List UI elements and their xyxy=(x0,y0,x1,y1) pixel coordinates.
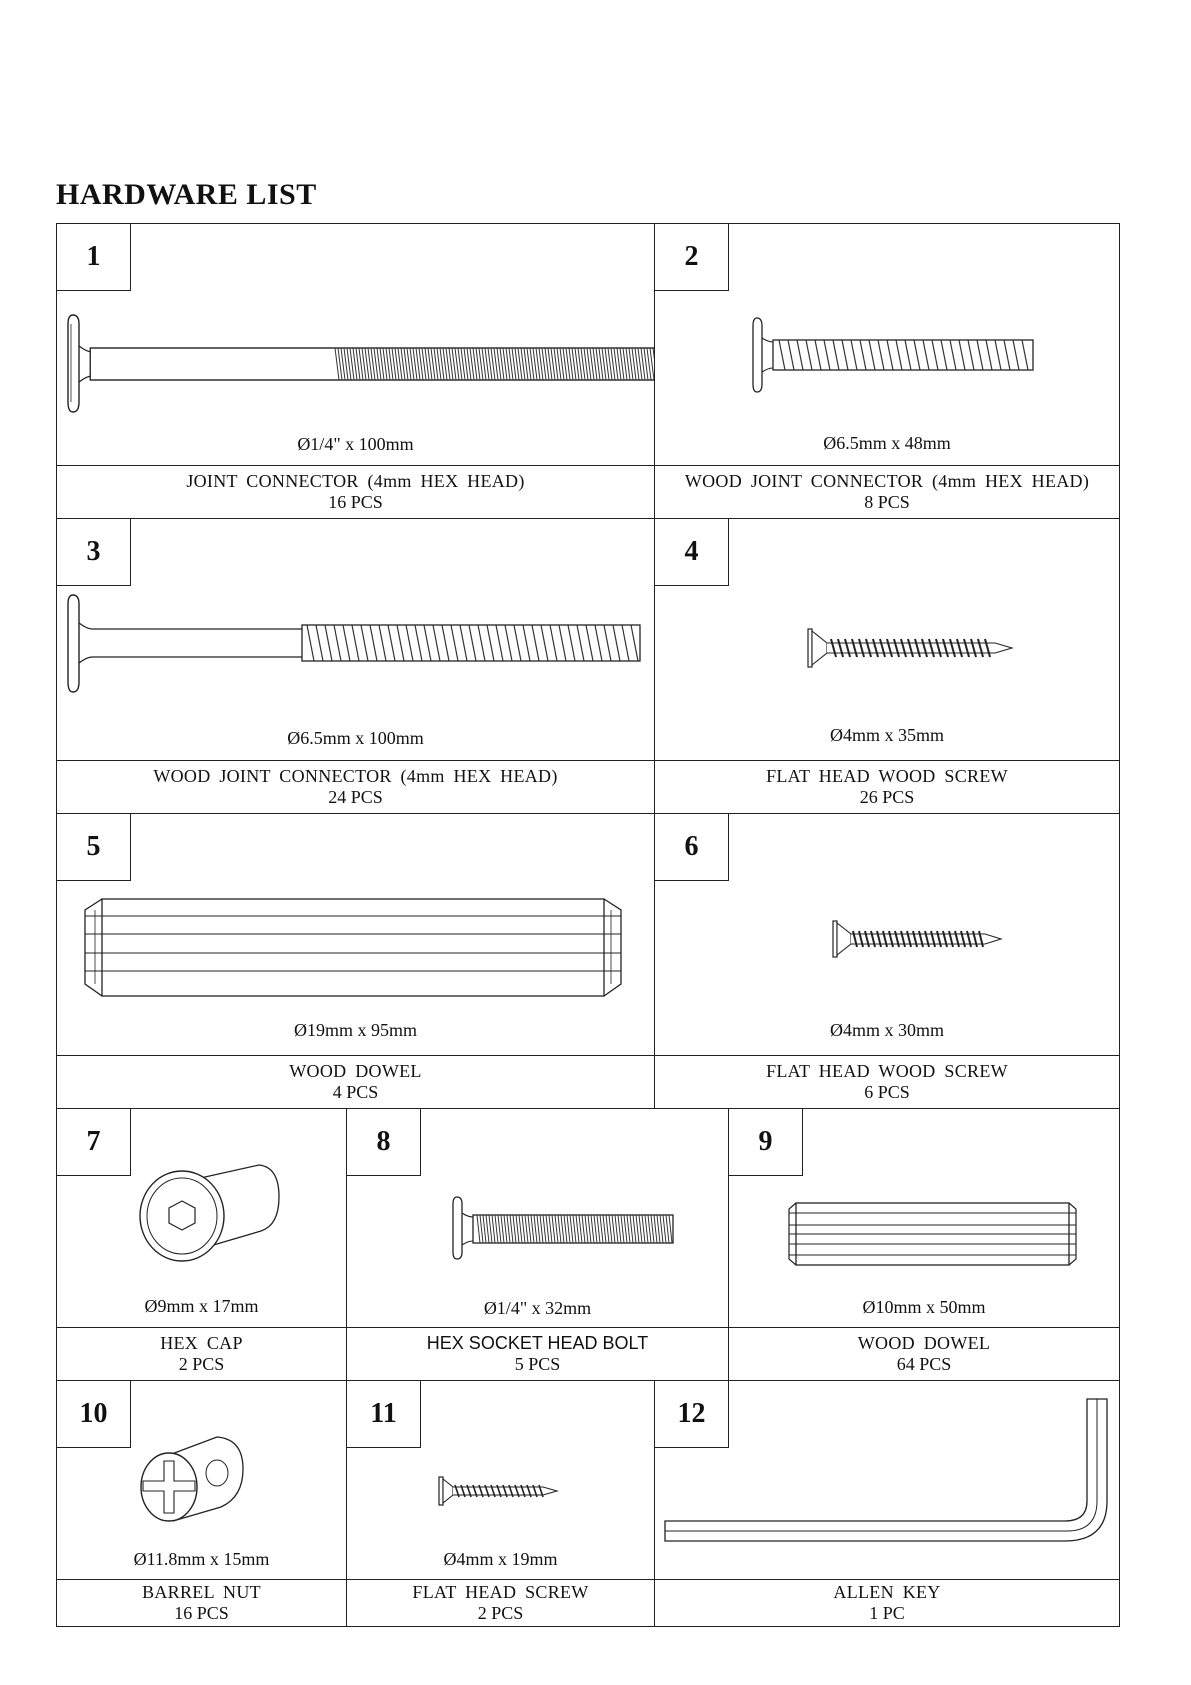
item-number: 2 xyxy=(654,223,729,291)
item-number: 10 xyxy=(56,1380,131,1448)
item-number: 11 xyxy=(346,1380,421,1448)
hardware-item-2 xyxy=(654,223,1120,466)
small-wood-dowel-icon xyxy=(729,1109,1121,1329)
item-description xyxy=(56,760,655,814)
item-size: Ø9mm x 17mm xyxy=(144,1296,259,1316)
item-name: BARREL NUT xyxy=(142,1582,261,1602)
item-number: 3 xyxy=(56,518,131,586)
page-title: HARDWARE LIST xyxy=(56,178,317,211)
item-name: HEX CAP xyxy=(160,1333,243,1353)
allen-key-icon xyxy=(655,1381,1121,1581)
item-description xyxy=(56,1055,655,1109)
item-description xyxy=(654,1055,1120,1109)
item-size: Ø19mm x 95mm xyxy=(293,1020,417,1040)
item-name: JOINT CONNECTOR (4mm HEX HEAD) xyxy=(186,471,525,491)
item-number: 8 xyxy=(346,1108,421,1176)
item-description xyxy=(728,1327,1120,1381)
item-size: Ø11.8mm x 15mm xyxy=(133,1549,270,1569)
item-quantity: 16 PCS xyxy=(174,1603,229,1623)
item-description xyxy=(654,465,1120,519)
item-quantity: 26 PCS xyxy=(859,787,915,807)
hardware-item-5 xyxy=(56,813,655,1056)
item-description xyxy=(56,465,655,519)
item-description xyxy=(56,1327,347,1381)
socket-head-bolt-icon xyxy=(347,1109,730,1329)
hardware-item-4 xyxy=(654,518,1120,761)
item-description xyxy=(654,1579,1120,1627)
item-description xyxy=(654,760,1120,814)
hardware-item-8 xyxy=(346,1108,729,1328)
hardware-item-9 xyxy=(728,1108,1120,1328)
item-size: Ø4mm x 19mm xyxy=(443,1549,558,1569)
item-number: 7 xyxy=(56,1108,131,1176)
item-size: Ø1/4" x 100mm xyxy=(297,434,414,454)
item-size: Ø4mm x 35mm xyxy=(829,725,944,745)
hardware-item-12 xyxy=(654,1380,1120,1580)
item-name: WOOD DOWEL xyxy=(857,1333,991,1353)
hardware-item-1 xyxy=(56,223,655,466)
item-name: FLAT HEAD SCREW xyxy=(412,1582,589,1602)
item-name: WOOD JOINT CONNECTOR (4mm HEX HEAD) xyxy=(684,471,1090,491)
item-name: WOOD JOINT CONNECTOR (4mm HEX HEAD) xyxy=(153,766,558,786)
item-size: Ø6.5mm x 48mm xyxy=(823,433,951,453)
hardware-item-10 xyxy=(56,1380,347,1580)
item-number: 9 xyxy=(728,1108,803,1176)
item-number: 5 xyxy=(56,813,131,881)
long-wood-joint-connector-icon xyxy=(57,519,656,762)
item-quantity: 4 PCS xyxy=(332,1082,379,1102)
short-wood-joint-connector-icon xyxy=(655,224,1121,467)
item-description xyxy=(346,1579,655,1627)
hardware-item-7 xyxy=(56,1108,347,1328)
item-quantity: 2 PCS xyxy=(477,1603,524,1623)
hardware-item-3 xyxy=(56,518,655,761)
item-number: 1 xyxy=(56,223,131,291)
hardware-item-11 xyxy=(346,1380,655,1580)
item-description xyxy=(346,1327,729,1381)
item-quantity: 24 PCS xyxy=(328,787,383,807)
item-name: HEX SOCKET HEAD BOLT xyxy=(426,1333,649,1353)
hardware-grid xyxy=(56,223,1120,1627)
item-name: WOOD DOWEL xyxy=(289,1061,422,1081)
item-size: Ø6.5mm x 100mm xyxy=(287,728,424,748)
joint-connector-bolt-icon xyxy=(57,224,656,467)
item-size: Ø1/4" x 32mm xyxy=(483,1298,592,1318)
item-quantity: 8 PCS xyxy=(864,492,910,512)
item-size: Ø4mm x 30mm xyxy=(829,1020,944,1040)
item-number: 6 xyxy=(654,813,729,881)
item-name: ALLEN KEY xyxy=(833,1582,941,1602)
item-quantity: 64 PCS xyxy=(896,1354,952,1374)
item-quantity: 6 PCS xyxy=(864,1082,910,1102)
item-description xyxy=(56,1579,347,1627)
item-number: 4 xyxy=(654,518,729,586)
item-quantity: 1 PC xyxy=(869,1603,905,1623)
item-quantity: 2 PCS xyxy=(178,1354,225,1374)
item-size: Ø10mm x 50mm xyxy=(862,1297,986,1317)
item-quantity: 16 PCS xyxy=(328,492,383,512)
item-number: 12 xyxy=(654,1380,729,1448)
item-name: FLAT HEAD WOOD SCREW xyxy=(766,766,1008,786)
hardware-item-6 xyxy=(654,813,1120,1056)
item-name: FLAT HEAD WOOD SCREW xyxy=(766,1061,1008,1081)
item-quantity: 5 PCS xyxy=(514,1354,561,1374)
